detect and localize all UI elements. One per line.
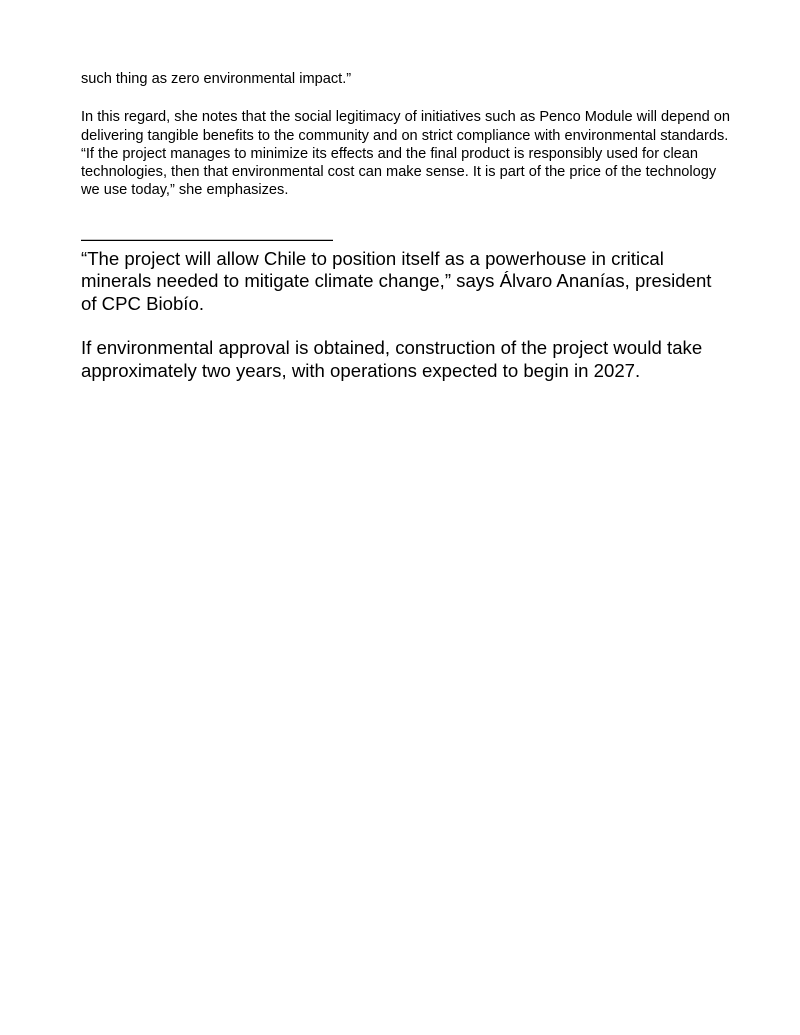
paragraph-chile-powerhouse: “The project will allow Chile to position itself as a powerhouse in critical minerals needed to mitigate climate change,” says Álvaro Ananías, president of CPC Biobío. <box>81 247 712 314</box>
document-page <box>81 70 731 382</box>
paragraph-social-legitimacy: In this regard, she notes that the social legitimacy of initiatives such as Penco Module will depend on delivering tangible benefits to the community and on strict compliance with environmental standards. “If the project manages to minimize its effects and the final product is responsibly used for clean technologies, then that environmental cost can make sense. It is part of the price of the technology we use today,” she emphasizes. <box>81 109 730 199</box>
paragraph-environmental-approval: If environmental approval is obtained, construction of the project would take approximately two years, with operations expected to begin in 2027. <box>81 337 703 381</box>
section-divider: —————————————— <box>81 228 333 249</box>
paragraph-quote-end: such thing as zero environmental impact.” <box>81 71 352 87</box>
